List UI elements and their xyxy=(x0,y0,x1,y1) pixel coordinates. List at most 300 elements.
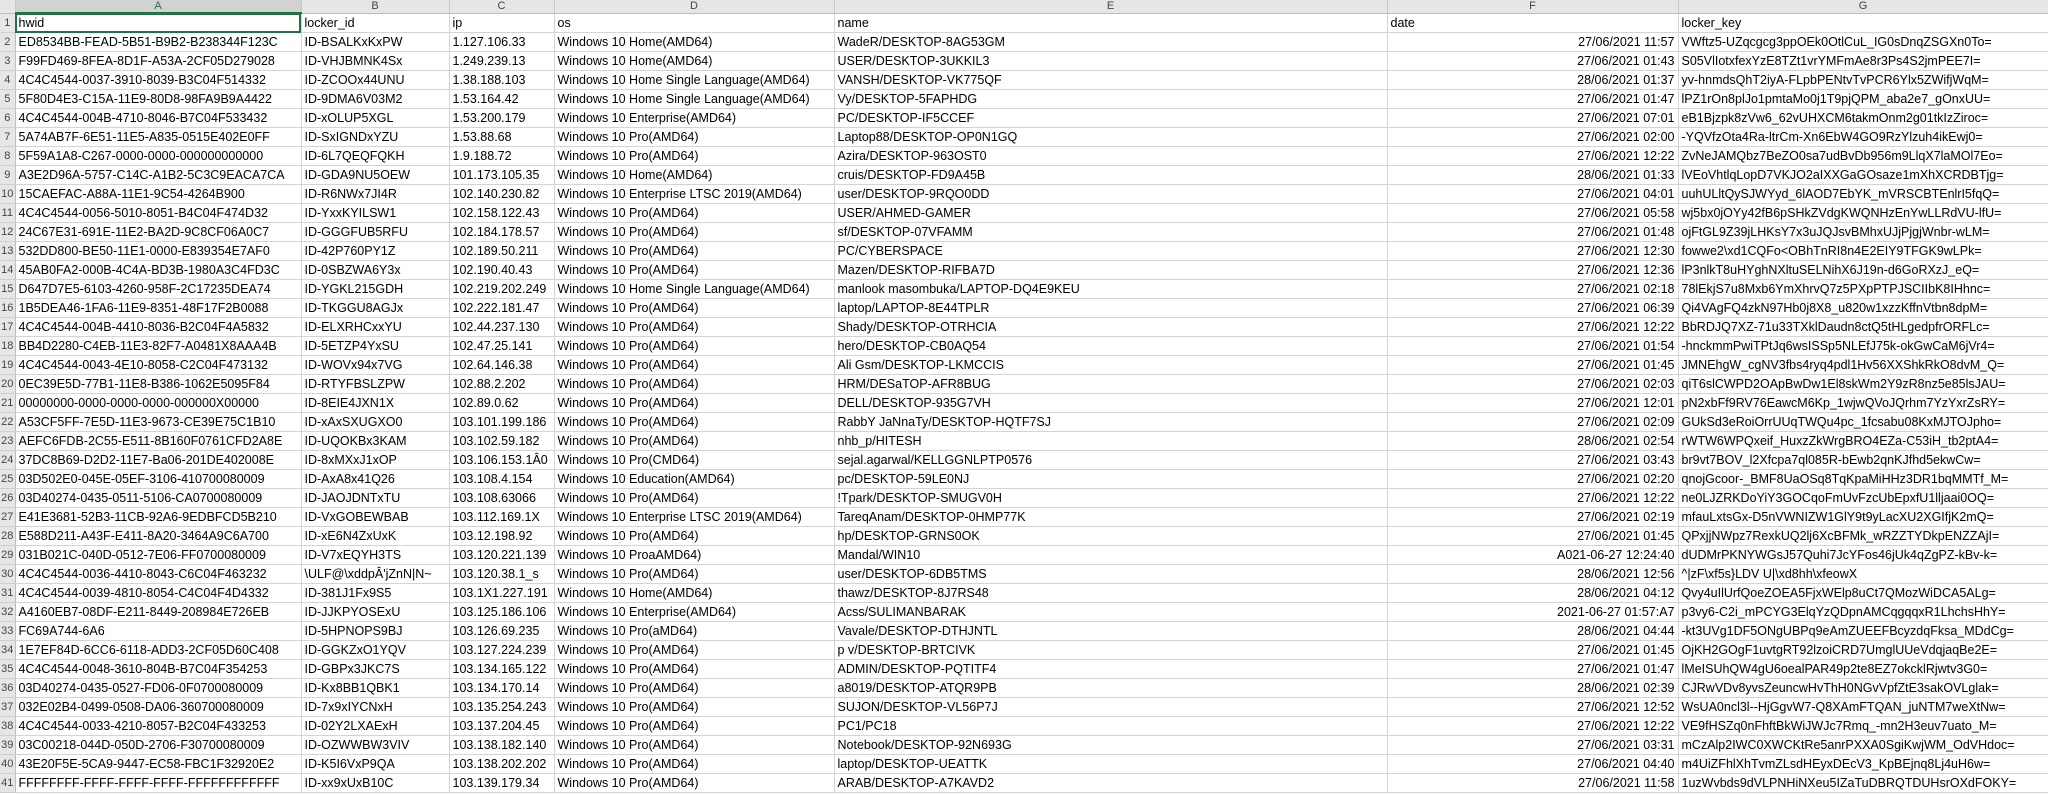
cell-os[interactable]: Windows 10 ProaAMD64) xyxy=(554,546,834,565)
row-header[interactable]: 37 xyxy=(0,698,15,717)
cell-os[interactable]: Windows 10 Pro(AMD64) xyxy=(554,318,834,337)
cell-ip[interactable]: 1.127.106.33 xyxy=(449,33,554,52)
cell-locker-key[interactable]: rWTW6WPQxeif_HuxzZkWrgBRO4EZa-C53iH_tb2ptA4= xyxy=(1678,432,2048,451)
cell-hwid[interactable]: D647D7E5-6103-4260-958F-2C17235DEA74 xyxy=(15,280,301,299)
cell-os[interactable]: Windows 10 Pro(AMD64) xyxy=(554,261,834,280)
cell-locker-id[interactable]: ID-RTYFBSLZPW xyxy=(301,375,449,394)
cell-hwid[interactable]: 24C67E31-691E-11E2-BA2D-9C8CF06A0C7 xyxy=(15,223,301,242)
cell-date[interactable]: 27/06/2021 12:22 xyxy=(1387,318,1678,337)
cell-locker-key[interactable]: -hnckmmPwiTPtJq6wsISSp5NLEfJ75k-okGwCaM6jVr4= xyxy=(1678,337,2048,356)
cell-hwid[interactable]: 4C4C4544-0039-4810-8054-C4C04F4D4332 xyxy=(15,584,301,603)
row-header[interactable]: 11 xyxy=(0,204,15,223)
cell-os[interactable]: Windows 10 Pro(AMD64) xyxy=(554,147,834,166)
cell-locker-key[interactable]: dUDMrPKNYWGsJ57Quhi7JcYFos46jUk4qZgPZ-kBv-k= xyxy=(1678,546,2048,565)
row-header[interactable]: 18 xyxy=(0,337,15,356)
column-header-d[interactable]: D xyxy=(554,0,834,13)
cell-locker-id[interactable]: ID-AxA8x41Q26 xyxy=(301,470,449,489)
cell-hwid[interactable]: 5A74AB7F-6E51-11E5-A835-0515E402E0FF xyxy=(15,128,301,147)
row-header[interactable]: 25 xyxy=(0,470,15,489)
cell-name[interactable]: name xyxy=(834,13,1387,33)
row-header[interactable]: 30 xyxy=(0,565,15,584)
cell-ip[interactable]: 102.47.25.141 xyxy=(449,337,554,356)
cell-hwid[interactable]: 4C4C4544-0048-3610-804B-B7C04F354253 xyxy=(15,660,301,679)
row-header[interactable]: 35 xyxy=(0,660,15,679)
cell-os[interactable]: Windows 10 Pro(AMD64) xyxy=(554,489,834,508)
cell-name[interactable]: Acss/SULIMANBARAK xyxy=(834,603,1387,622)
cell-locker-key[interactable]: mfauLxtsGx-D5nVWNIZW1GlY9t9yLacXU2XGIfjK2mQ= xyxy=(1678,508,2048,527)
cell-name[interactable]: WadeR/DESKTOP-8AG53GM xyxy=(834,33,1387,52)
cell-os[interactable]: Windows 10 Enterprise LTSC 2019(AMD64) xyxy=(554,185,834,204)
cell-name[interactable]: nhb_p/HITESH xyxy=(834,432,1387,451)
cell-locker-key[interactable]: wj5bx0jOYy42fB6pSHkZVdgKWQNHzEnYwLLRdVU-lfU= xyxy=(1678,204,2048,223)
cell-locker-id[interactable]: ID-9DMA6V03M2 xyxy=(301,90,449,109)
cell-name[interactable]: RabbY JaNnaTy/DESKTOP-HQTF7SJ xyxy=(834,413,1387,432)
cell-date[interactable]: 27/06/2021 01:54 xyxy=(1387,337,1678,356)
cell-locker-key[interactable]: S05VlIotxfexYzE8TZt1vrYMFmAe8r3Ps4S2jmPEE7I= xyxy=(1678,52,2048,71)
cell-hwid[interactable]: 45AB0FA2-000B-4C4A-BD3B-1980A3C4FD3C xyxy=(15,261,301,280)
cell-hwid[interactable]: 0EC39E5D-77B1-11E8-B386-1062E5095F84 xyxy=(15,375,301,394)
cell-ip[interactable]: 1.9.188.72 xyxy=(449,147,554,166)
cell-locker-key[interactable]: CJRwVDv8yvsZeuncwHvThH0NGvVpfZtE3sakOVLglak= xyxy=(1678,679,2048,698)
select-all-corner[interactable] xyxy=(0,0,15,13)
cell-locker-id[interactable]: ID-5HPNOPS9BJ xyxy=(301,622,449,641)
cell-date[interactable]: 27/06/2021 02:00 xyxy=(1387,128,1678,147)
cell-name[interactable]: PC/CYBERSPACE xyxy=(834,242,1387,261)
cell-hwid[interactable]: 4C4C4544-0056-5010-8051-B4C04F474D32 xyxy=(15,204,301,223)
row-header[interactable]: 10 xyxy=(0,185,15,204)
cell-hwid[interactable]: F99FD469-8FEA-8D1F-A53A-2CF05D279028 xyxy=(15,52,301,71)
cell-locker-key[interactable]: fowwe2\xd1CQFo<OBhTnRI8n4E2EIY9TFGK9wLPk= xyxy=(1678,242,2048,261)
cell-os[interactable]: Windows 10 Pro(AMD64) xyxy=(554,717,834,736)
cell-ip[interactable]: 102.140.230.82 xyxy=(449,185,554,204)
cell-name[interactable]: Notebook/DESKTOP-92N693G xyxy=(834,736,1387,755)
cell-name[interactable]: Shady/DESKTOP-OTRHCIA xyxy=(834,318,1387,337)
cell-locker-key[interactable]: 1uzWvbds9dVLPNHiNXeu5IZaTuDBRQTDUHsrOXdFOKY= xyxy=(1678,774,2048,793)
cell-date[interactable]: 27/06/2021 02:18 xyxy=(1387,280,1678,299)
cell-locker-key[interactable]: Qi4VAgFQ4zkN97Hb0j8X8_u820w1xzzKffnVtbn8dpM= xyxy=(1678,299,2048,318)
cell-locker-key[interactable]: GUkSd3eRoiOrrUUqTWQu4pc_1fcsabu08KxMJTOJpho= xyxy=(1678,413,2048,432)
cell-name[interactable]: Laptop88/DESKTOP-OP0N1GQ xyxy=(834,128,1387,147)
cell-hwid[interactable]: 03D502E0-045E-05EF-3106-410700080009 xyxy=(15,470,301,489)
row-header[interactable]: 24 xyxy=(0,451,15,470)
cell-ip[interactable]: 103.108.63066 xyxy=(449,489,554,508)
cell-locker-id[interactable]: ID-xAxSXUGXO0 xyxy=(301,413,449,432)
cell-hwid[interactable]: 4C4C4544-0043-4E10-8058-C2C04F473132 xyxy=(15,356,301,375)
cell-name[interactable]: manlook masombuka/LAPTOP-DQ4E9KEU xyxy=(834,280,1387,299)
cell-locker-key[interactable]: QPxjjNWpz7RexkUQ2lj6XcBFMk_wRZZTYDkpENZZAjI= xyxy=(1678,527,2048,546)
column-header-c[interactable]: C xyxy=(449,0,554,13)
cell-locker-key[interactable]: eB1Bjzpk8zVw6_62vUHXCM6takmOnm2g01tkIzZiroc= xyxy=(1678,109,2048,128)
cell-os[interactable]: Windows 10 Enterprise(AMD64) xyxy=(554,603,834,622)
row-header[interactable]: 4 xyxy=(0,71,15,90)
cell-locker-key[interactable]: VWftz5-UZqcgcg3ppOEk0OtlCuL_IG0sDnqZSGXn0To= xyxy=(1678,33,2048,52)
column-header-e[interactable]: E xyxy=(834,0,1387,13)
cell-date[interactable]: 28/06/2021 01:33 xyxy=(1387,166,1678,185)
cell-date[interactable]: 27/06/2021 04:01 xyxy=(1387,185,1678,204)
cell-date[interactable]: 27/06/2021 11:57 xyxy=(1387,33,1678,52)
cell-locker-id[interactable]: ID-JAOJDNTxTU xyxy=(301,489,449,508)
cell-ip[interactable]: 103.137.204.45 xyxy=(449,717,554,736)
cell-os[interactable]: Windows 10 Pro(AMD64) xyxy=(554,641,834,660)
cell-locker-id[interactable]: ID-JJKPYOSExU xyxy=(301,603,449,622)
cell-os[interactable]: Windows 10 Pro(AMD64) xyxy=(554,375,834,394)
cell-os[interactable]: Windows 10 Pro(AMD64) xyxy=(554,337,834,356)
cell-locker-key[interactable]: VE9fHSZq0nFhftBkWiJWJc7Rmq_-mn2H3euv7uato_M= xyxy=(1678,717,2048,736)
cell-locker-id[interactable]: ID-V7xEQYH3TS xyxy=(301,546,449,565)
cell-date[interactable]: 27/06/2021 01:47 xyxy=(1387,90,1678,109)
cell-locker-id[interactable]: ID-ZCOOx44UNU xyxy=(301,71,449,90)
cell-name[interactable]: Vy/DESKTOP-5FAPHDG xyxy=(834,90,1387,109)
cell-hwid[interactable]: 031B021C-040D-0512-7E06-FF0700080009 xyxy=(15,546,301,565)
cell-ip[interactable]: 103.135.254.243 xyxy=(449,698,554,717)
cell-name[interactable]: hero/DESKTOP-CB0AQ54 xyxy=(834,337,1387,356)
cell-os[interactable]: Windows 10 Pro(AMD64) xyxy=(554,755,834,774)
cell-hwid[interactable]: 4C4C4544-004B-4410-8036-B2C04F4A5832 xyxy=(15,318,301,337)
row-header[interactable]: 22 xyxy=(0,413,15,432)
cell-hwid[interactable]: 37DC8B69-D2D2-11E7-Ba06-201DE402008E xyxy=(15,451,301,470)
cell-date[interactable]: 28/06/2021 02:39 xyxy=(1387,679,1678,698)
cell-locker-key[interactable]: br9vt7BOV_l2Xfcpa7ql085R-bEwb2qnKJfhd5ekwCw= xyxy=(1678,451,2048,470)
row-header[interactable]: 29 xyxy=(0,546,15,565)
cell-os[interactable]: Windows 10 Pro(AMD64) xyxy=(554,223,834,242)
cell-date[interactable]: 27/06/2021 12:22 xyxy=(1387,489,1678,508)
cell-locker-id[interactable]: ID-YxxKYILSW1 xyxy=(301,204,449,223)
cell-locker-key[interactable]: lPZ1rOn8plJo1pmtaMo0j1T9pjQPM_aba2e7_gOnxUU= xyxy=(1678,90,2048,109)
cell-locker-id[interactable]: ID-R6NWx7JI4R xyxy=(301,185,449,204)
row-header[interactable]: 33 xyxy=(0,622,15,641)
cell-ip[interactable]: 103.134.170.14 xyxy=(449,679,554,698)
cell-date[interactable]: 27/06/2021 12:22 xyxy=(1387,147,1678,166)
column-header-f[interactable]: F xyxy=(1387,0,1678,13)
row-header[interactable]: 5 xyxy=(0,90,15,109)
cell-ip[interactable]: 103.138.202.202 xyxy=(449,755,554,774)
cell-locker-id[interactable]: ID-0SBZWA6Y3x xyxy=(301,261,449,280)
cell-hwid[interactable]: 1E7EF84D-6CC6-6118-ADD3-2CF05D60C408 xyxy=(15,641,301,660)
row-header[interactable]: 38 xyxy=(0,717,15,736)
row-header[interactable]: 19 xyxy=(0,356,15,375)
cell-os[interactable]: Windows 10 Pro(AMD64) xyxy=(554,774,834,793)
cell-locker-id[interactable]: ID-BSALKxKxPW xyxy=(301,33,449,52)
cell-locker-id[interactable]: ID-5ETZP4YxSU xyxy=(301,337,449,356)
row-header[interactable]: 32 xyxy=(0,603,15,622)
cell-ip[interactable]: 103.1X1.227.191 xyxy=(449,584,554,603)
cell-date[interactable]: 27/06/2021 03:31 xyxy=(1387,736,1678,755)
cell-locker-id[interactable]: ID-8EIE4JXN1X xyxy=(301,394,449,413)
cell-ip[interactable]: 102.190.40.43 xyxy=(449,261,554,280)
row-header[interactable]: 41 xyxy=(0,774,15,793)
cell-date[interactable]: 27/06/2021 01:45 xyxy=(1387,356,1678,375)
cell-date[interactable]: 27/06/2021 05:58 xyxy=(1387,204,1678,223)
cell-name[interactable]: Mazen/DESKTOP-RIFBA7D xyxy=(834,261,1387,280)
cell-hwid[interactable]: 15CAEFAC-A88A-11E1-9C54-4264B900 xyxy=(15,185,301,204)
cell-date[interactable]: 27/06/2021 12:52 xyxy=(1387,698,1678,717)
cell-locker-id[interactable]: ID-GGGFUB5RFU xyxy=(301,223,449,242)
cell-name[interactable]: DELL/DESKTOP-935G7VH xyxy=(834,394,1387,413)
cell-date[interactable]: 27/06/2021 12:36 xyxy=(1387,261,1678,280)
cell-ip[interactable]: 1.53.88.68 xyxy=(449,128,554,147)
cell-date[interactable]: 27/06/2021 11:58 xyxy=(1387,774,1678,793)
cell-hwid[interactable]: 03D40274-0435-0511-5106-CA0700080009 xyxy=(15,489,301,508)
cell-locker-id[interactable]: ID-K5I6VxP9QA xyxy=(301,755,449,774)
cell-os[interactable]: Windows 10 Home Single Language(AMD64) xyxy=(554,90,834,109)
cell-os[interactable]: Windows 10 Home(AMD64) xyxy=(554,33,834,52)
cell-hwid[interactable]: 03D40274-0435-0527-FD06-0F0700080009 xyxy=(15,679,301,698)
cell-ip[interactable]: 103.101.199.186 xyxy=(449,413,554,432)
cell-date[interactable]: 2021-06-27 01:57:A7 xyxy=(1387,603,1678,622)
cell-os[interactable]: Windows 10 Pro(AMD64) xyxy=(554,565,834,584)
cell-os[interactable]: Windows 10 Pro(AMD64) xyxy=(554,204,834,223)
cell-name[interactable]: laptop/DESKTOP-UEATTK xyxy=(834,755,1387,774)
cell-locker-key[interactable]: p3vy6-C2i_mPCYG3ElqYzQDpnAMCqgqqxR1LhchsHhY= xyxy=(1678,603,2048,622)
cell-locker-key[interactable]: qnojGcoor-_BMF8UaOSq8TqKpaMiHHz3DR1bqMMTf_M= xyxy=(1678,470,2048,489)
cell-hwid[interactable]: E41E3681-52B3-11CB-92A6-9EDBFCD5B210 xyxy=(15,508,301,527)
cell-os[interactable]: Windows 10 Pro(AMD64) xyxy=(554,413,834,432)
row-header[interactable]: 8 xyxy=(0,147,15,166)
cell-date[interactable]: 27/06/2021 02:20 xyxy=(1387,470,1678,489)
cell-hwid[interactable]: 4C4C4544-004B-4710-8046-B7C04F533432 xyxy=(15,109,301,128)
cell-os[interactable]: Windows 10 Home Single Language(AMD64) xyxy=(554,280,834,299)
cell-locker-key[interactable]: mCzAlp2IWC0XWCKtRe5anrPXXA0SgiKwjWM_OdVHdoc= xyxy=(1678,736,2048,755)
cell-hwid[interactable]: 5F59A1A8-C267-0000-0000-000000000000 xyxy=(15,147,301,166)
row-header[interactable]: 16 xyxy=(0,299,15,318)
cell-date[interactable]: 27/06/2021 02:19 xyxy=(1387,508,1678,527)
cell-name[interactable]: !Tpark/DESKTOP-SMUGV0H xyxy=(834,489,1387,508)
cell-date[interactable]: 27/06/2021 06:39 xyxy=(1387,299,1678,318)
cell-date[interactable]: 28/06/2021 01:37 xyxy=(1387,71,1678,90)
cell-ip[interactable]: 103.112.169.1X xyxy=(449,508,554,527)
cell-locker-id[interactable]: \ULF@\xddpÂ'jZnN|N~ xyxy=(301,565,449,584)
cell-name[interactable]: p v/DESKTOP-BRTCIVK xyxy=(834,641,1387,660)
cell-ip[interactable]: 1.38.188.103 xyxy=(449,71,554,90)
cell-hwid[interactable]: hwid xyxy=(15,13,301,33)
cell-hwid[interactable]: 4C4C4544-0037-3910-8039-B3C04F514332 xyxy=(15,71,301,90)
cell-date[interactable]: 27/06/2021 01:48 xyxy=(1387,223,1678,242)
cell-name[interactable]: SUJON/DESKTOP-VL56P7J xyxy=(834,698,1387,717)
cell-locker-id[interactable]: ID-Kx8BB1QBK1 xyxy=(301,679,449,698)
row-header[interactable]: 15 xyxy=(0,280,15,299)
cell-os[interactable]: Windows 10 Home(AMD64) xyxy=(554,166,834,185)
cell-os[interactable]: Windows 10 Pro(AMD64) xyxy=(554,660,834,679)
cell-hwid[interactable]: 03C00218-044D-050D-2706-F30700080009 xyxy=(15,736,301,755)
cell-locker-id[interactable]: ID-TKGGU8AGJx xyxy=(301,299,449,318)
cell-os[interactable]: Windows 10 Pro(AMD64) xyxy=(554,527,834,546)
cell-date[interactable]: 28/06/2021 02:54 xyxy=(1387,432,1678,451)
cell-hwid[interactable]: 4C4C4544-0036-4410-8043-C6C04F463232 xyxy=(15,565,301,584)
cell-hwid[interactable]: BB4D2280-C4EB-11E3-82F7-A0481X8AAA4B xyxy=(15,337,301,356)
row-header[interactable]: 2 xyxy=(0,33,15,52)
cell-ip[interactable]: 102.222.181.47 xyxy=(449,299,554,318)
row-header[interactable]: 20 xyxy=(0,375,15,394)
cell-locker-id[interactable]: ID-02Y2LXAExH xyxy=(301,717,449,736)
cell-locker-key[interactable]: lVEoVhtlqLopD7VKJO2aIXXGaGOsaze1mXhXCRDBTjg= xyxy=(1678,166,2048,185)
cell-hwid[interactable]: 032E02B4-0499-0508-DA06-360700080009 xyxy=(15,698,301,717)
cell-locker-id[interactable]: ID-xOLUP5XGL xyxy=(301,109,449,128)
cell-name[interactable]: PC/DESKTOP-IF5CCEF xyxy=(834,109,1387,128)
cell-name[interactable]: VANSH/DESKTOP-VK775QF xyxy=(834,71,1387,90)
cell-hwid[interactable]: A4160EB7-08DF-E211-8449-208984E726EB xyxy=(15,603,301,622)
cell-hwid[interactable]: FFFFFFFF-FFFF-FFFF-FFFF-FFFFFFFFFFFF xyxy=(15,774,301,793)
cell-date[interactable]: 28/06/2021 04:12 xyxy=(1387,584,1678,603)
cell-hwid[interactable]: 5F80D4E3-C15A-11E9-80D8-98FA9B9A4422 xyxy=(15,90,301,109)
cell-locker-key[interactable]: -YQVfzOta4Ra-ltrCm-Xn6EbW4GO9RzYlzuh4ikEwj0= xyxy=(1678,128,2048,147)
row-header[interactable]: 36 xyxy=(0,679,15,698)
cell-locker-id[interactable]: ID-8xMXxJ1xOP xyxy=(301,451,449,470)
cell-ip[interactable]: ip xyxy=(449,13,554,33)
row-header[interactable]: 34 xyxy=(0,641,15,660)
cell-os[interactable]: Windows 10 Pro(AMD64) xyxy=(554,299,834,318)
cell-locker-id[interactable]: ID-381J1Fx9S5 xyxy=(301,584,449,603)
row-header[interactable]: 13 xyxy=(0,242,15,261)
cell-os[interactable]: Windows 10 Pro(AMD64) xyxy=(554,128,834,147)
row-header[interactable]: 23 xyxy=(0,432,15,451)
cell-locker-id[interactable]: ID-7x9xIYCNxH xyxy=(301,698,449,717)
cell-ip[interactable]: 101.173.105.35 xyxy=(449,166,554,185)
cell-date[interactable]: 27/06/2021 03:43 xyxy=(1387,451,1678,470)
cell-locker-key[interactable]: JMNEhgW_cgNV3fbs4ryq4pdl1Hv56XXShkRkO8dvM_Q= xyxy=(1678,356,2048,375)
row-header[interactable]: 27 xyxy=(0,508,15,527)
cell-hwid[interactable]: A3E2D96A-5757-C14C-A1B2-5C3C9EACA7CA xyxy=(15,166,301,185)
row-header[interactable]: 28 xyxy=(0,527,15,546)
row-header[interactable]: 31 xyxy=(0,584,15,603)
cell-os[interactable]: Windows 10 Pro(AMD64) xyxy=(554,242,834,261)
cell-name[interactable]: USER/AHMED-GAMER xyxy=(834,204,1387,223)
cell-locker-id[interactable]: ID-UQOKBx3KAM xyxy=(301,432,449,451)
cell-locker-id[interactable]: ID-VxGOBEWBAB xyxy=(301,508,449,527)
cell-ip[interactable]: 103.139.179.34 xyxy=(449,774,554,793)
cell-name[interactable]: PC1/PC18 xyxy=(834,717,1387,736)
row-header[interactable]: 7 xyxy=(0,128,15,147)
cell-locker-key[interactable]: WsUA0ncl3l--HjGgvW7-Q8XAmFTQAN_juNTM7weXtNw= xyxy=(1678,698,2048,717)
cell-os[interactable]: Windows 10 Home(AMD64) xyxy=(554,584,834,603)
cell-locker-key[interactable]: qiT6slCWPD2OApBwDw1El8skWm2Y9zR8nz5e85lsJAU= xyxy=(1678,375,2048,394)
column-header-g[interactable]: G xyxy=(1678,0,2048,13)
cell-date[interactable]: 27/06/2021 12:30 xyxy=(1387,242,1678,261)
cell-locker-id[interactable]: ID-GBPx3JKC7S xyxy=(301,660,449,679)
cell-ip[interactable]: 103.126.69.235 xyxy=(449,622,554,641)
cell-hwid[interactable]: E588D211-A43F-E411-8A20-3464A9C6A700 xyxy=(15,527,301,546)
cell-os[interactable]: Windows 10 Pro(AMD64) xyxy=(554,356,834,375)
cell-locker-id[interactable]: ID-SxIGNDxYZU xyxy=(301,128,449,147)
cell-ip[interactable]: 102.189.50.211 xyxy=(449,242,554,261)
cell-date[interactable]: date xyxy=(1387,13,1678,33)
cell-locker-key[interactable]: BbRDJQ7XZ-71u33TXklDaudn8ctQ5tHLgedpfrORFLc= xyxy=(1678,318,2048,337)
cell-name[interactable]: Azira/DESKTOP-963OST0 xyxy=(834,147,1387,166)
cell-name[interactable]: Mandal/WIN10 xyxy=(834,546,1387,565)
cell-ip[interactable]: 103.12.198.92 xyxy=(449,527,554,546)
cell-date[interactable]: 27/06/2021 04:40 xyxy=(1387,755,1678,774)
row-header[interactable]: 21 xyxy=(0,394,15,413)
cell-name[interactable]: USER/DESKTOP-3UKKIL3 xyxy=(834,52,1387,71)
row-header[interactable]: 14 xyxy=(0,261,15,280)
cell-locker-id[interactable]: ID-xE6N4ZxUxK xyxy=(301,527,449,546)
cell-os[interactable]: Windows 10 Pro(AMD64) xyxy=(554,736,834,755)
row-header[interactable]: 1 xyxy=(0,13,15,33)
cell-name[interactable]: HRM/DESaTOP-AFR8BUG xyxy=(834,375,1387,394)
cell-ip[interactable]: 103.108.4.154 xyxy=(449,470,554,489)
cell-ip[interactable]: 103.125.186.106 xyxy=(449,603,554,622)
cell-os[interactable]: Windows 10 Pro(AMD64) xyxy=(554,432,834,451)
cell-locker-key[interactable]: -kt3UVg1DF5ONgUBPq9eAmZUEEFBcyzdqFksa_MDdCg= xyxy=(1678,622,2048,641)
cell-hwid[interactable]: 00000000-0000-0000-0000-000000X00000 xyxy=(15,394,301,413)
row-header[interactable]: 9 xyxy=(0,166,15,185)
row-header[interactable]: 39 xyxy=(0,736,15,755)
cell-date[interactable]: 27/06/2021 01:43 xyxy=(1387,52,1678,71)
cell-locker-id[interactable]: ID-OZWWBW3VIV xyxy=(301,736,449,755)
cell-os[interactable]: Windows 10 Pro(AMD64) xyxy=(554,679,834,698)
cell-ip[interactable]: 102.158.122.43 xyxy=(449,204,554,223)
cell-name[interactable]: ADMIN/DESKTOP-PQTITF4 xyxy=(834,660,1387,679)
cell-os[interactable]: Windows 10 Enterprise(AMD64) xyxy=(554,109,834,128)
row-header[interactable]: 3 xyxy=(0,52,15,71)
cell-hwid[interactable]: 532DD800-BE50-11E1-0000-E839354E7AF0 xyxy=(15,242,301,261)
cell-ip[interactable]: 102.89.0.62 xyxy=(449,394,554,413)
cell-date[interactable]: 27/06/2021 12:22 xyxy=(1387,717,1678,736)
cell-locker-key[interactable]: uuhULltQySJWYyd_6lAOD7EbYK_mVRSCBTEnlrI5fqQ= xyxy=(1678,185,2048,204)
cell-name[interactable]: cruis/DESKTOP-FD9A45B xyxy=(834,166,1387,185)
row-header[interactable]: 6 xyxy=(0,109,15,128)
cell-date[interactable]: A021-06-27 12:24:40 xyxy=(1387,546,1678,565)
cell-locker-key[interactable]: yv-hnmdsQhT2iyA-FLpbPENtvTvPCR6Ylx5ZWifjWqM= xyxy=(1678,71,2048,90)
row-header[interactable]: 26 xyxy=(0,489,15,508)
cell-date[interactable]: 27/06/2021 07:01 xyxy=(1387,109,1678,128)
cell-hwid[interactable]: AEFC6FDB-2C55-E511-8B160F0761CFD2A8E xyxy=(15,432,301,451)
cell-os[interactable]: Windows 10 Home Single Language(AMD64) xyxy=(554,71,834,90)
cell-os[interactable]: Windows 10 Pro(AMD64) xyxy=(554,394,834,413)
cell-name[interactable]: sejal.agarwal/KELLGGNLPTP0576 xyxy=(834,451,1387,470)
cell-hwid[interactable]: 4C4C4544-0033-4210-8057-B2C04F433253 xyxy=(15,717,301,736)
row-header[interactable]: 12 xyxy=(0,223,15,242)
cell-os[interactable]: Windows 10 Pro(AMD64) xyxy=(554,698,834,717)
cell-locker-key[interactable]: pN2xbFf9RV76EawcM6Kp_1wjwQVoJQrhm7YzYxrZsRY= xyxy=(1678,394,2048,413)
cell-locker-key[interactable]: locker_key xyxy=(1678,13,2048,33)
cell-locker-key[interactable]: ZvNeJAMQbz7BeZO0sa7udBvDb956m9LlqX7laMOl7Eo= xyxy=(1678,147,2048,166)
cell-hwid[interactable]: FC69A744-6A6 xyxy=(15,622,301,641)
cell-date[interactable]: 27/06/2021 01:45 xyxy=(1387,641,1678,660)
cell-date[interactable]: 28/06/2021 12:56 xyxy=(1387,565,1678,584)
cell-locker-key[interactable]: 78lEkjS7u8Mxb6YmXhrvQ7z5PXpPTPJSCIIbK8IHhnc= xyxy=(1678,280,2048,299)
cell-hwid[interactable]: ED8534BB-FEAD-5B51-B9B2-B238344F123C xyxy=(15,33,301,52)
cell-ip[interactable]: 103.120.221.139 xyxy=(449,546,554,565)
column-header-b[interactable]: B xyxy=(301,0,449,13)
cell-locker-id[interactable]: ID-6L7QEQFQKH xyxy=(301,147,449,166)
cell-ip[interactable]: 102.219.202.249 xyxy=(449,280,554,299)
cell-locker-id[interactable]: ID-WOVx94x7VG xyxy=(301,356,449,375)
cell-locker-key[interactable]: Qvy4uIlUrfQoeZOEA5FjxWElp8uCt7QMozWiDCA5ALg= xyxy=(1678,584,2048,603)
cell-name[interactable]: ARAB/DESKTOP-A7KAVD2 xyxy=(834,774,1387,793)
cell-ip[interactable]: 102.88.2.202 xyxy=(449,375,554,394)
cell-locker-key[interactable]: m4UiZFhlXhTvmZLsdHEyxDEcV3_KpBEjnq8Lj4uH6w= xyxy=(1678,755,2048,774)
cell-name[interactable]: a8019/DESKTOP-ATQR9PB xyxy=(834,679,1387,698)
row-header[interactable]: 40 xyxy=(0,755,15,774)
cell-ip[interactable]: 103.138.182.140 xyxy=(449,736,554,755)
cell-os[interactable]: Windows 10 Enterprise LTSC 2019(AMD64) xyxy=(554,508,834,527)
cell-hwid[interactable]: 1B5DEA46-1FA6-11E9-8351-48F17F2B0088 xyxy=(15,299,301,318)
cell-name[interactable]: hp/DESKTOP-GRNS0OK xyxy=(834,527,1387,546)
cell-date[interactable]: 27/06/2021 12:01 xyxy=(1387,394,1678,413)
row-header[interactable]: 17 xyxy=(0,318,15,337)
cell-locker-id[interactable]: ID-GDA9NU5OEW xyxy=(301,166,449,185)
cell-locker-id[interactable]: ID-GGKZxO1YQV xyxy=(301,641,449,660)
cell-ip[interactable]: 102.64.146.38 xyxy=(449,356,554,375)
cell-date[interactable]: 27/06/2021 02:09 xyxy=(1387,413,1678,432)
cell-ip[interactable]: 102.44.237.130 xyxy=(449,318,554,337)
cell-ip[interactable]: 1.53.200.179 xyxy=(449,109,554,128)
cell-locker-id[interactable]: locker_id xyxy=(301,13,449,33)
cell-ip[interactable]: 1.249.239.13 xyxy=(449,52,554,71)
cell-ip[interactable]: 103.106.153.1Â0 xyxy=(449,451,554,470)
cell-locker-id[interactable]: ID-YGKL215GDH xyxy=(301,280,449,299)
cell-date[interactable]: 27/06/2021 01:47 xyxy=(1387,660,1678,679)
